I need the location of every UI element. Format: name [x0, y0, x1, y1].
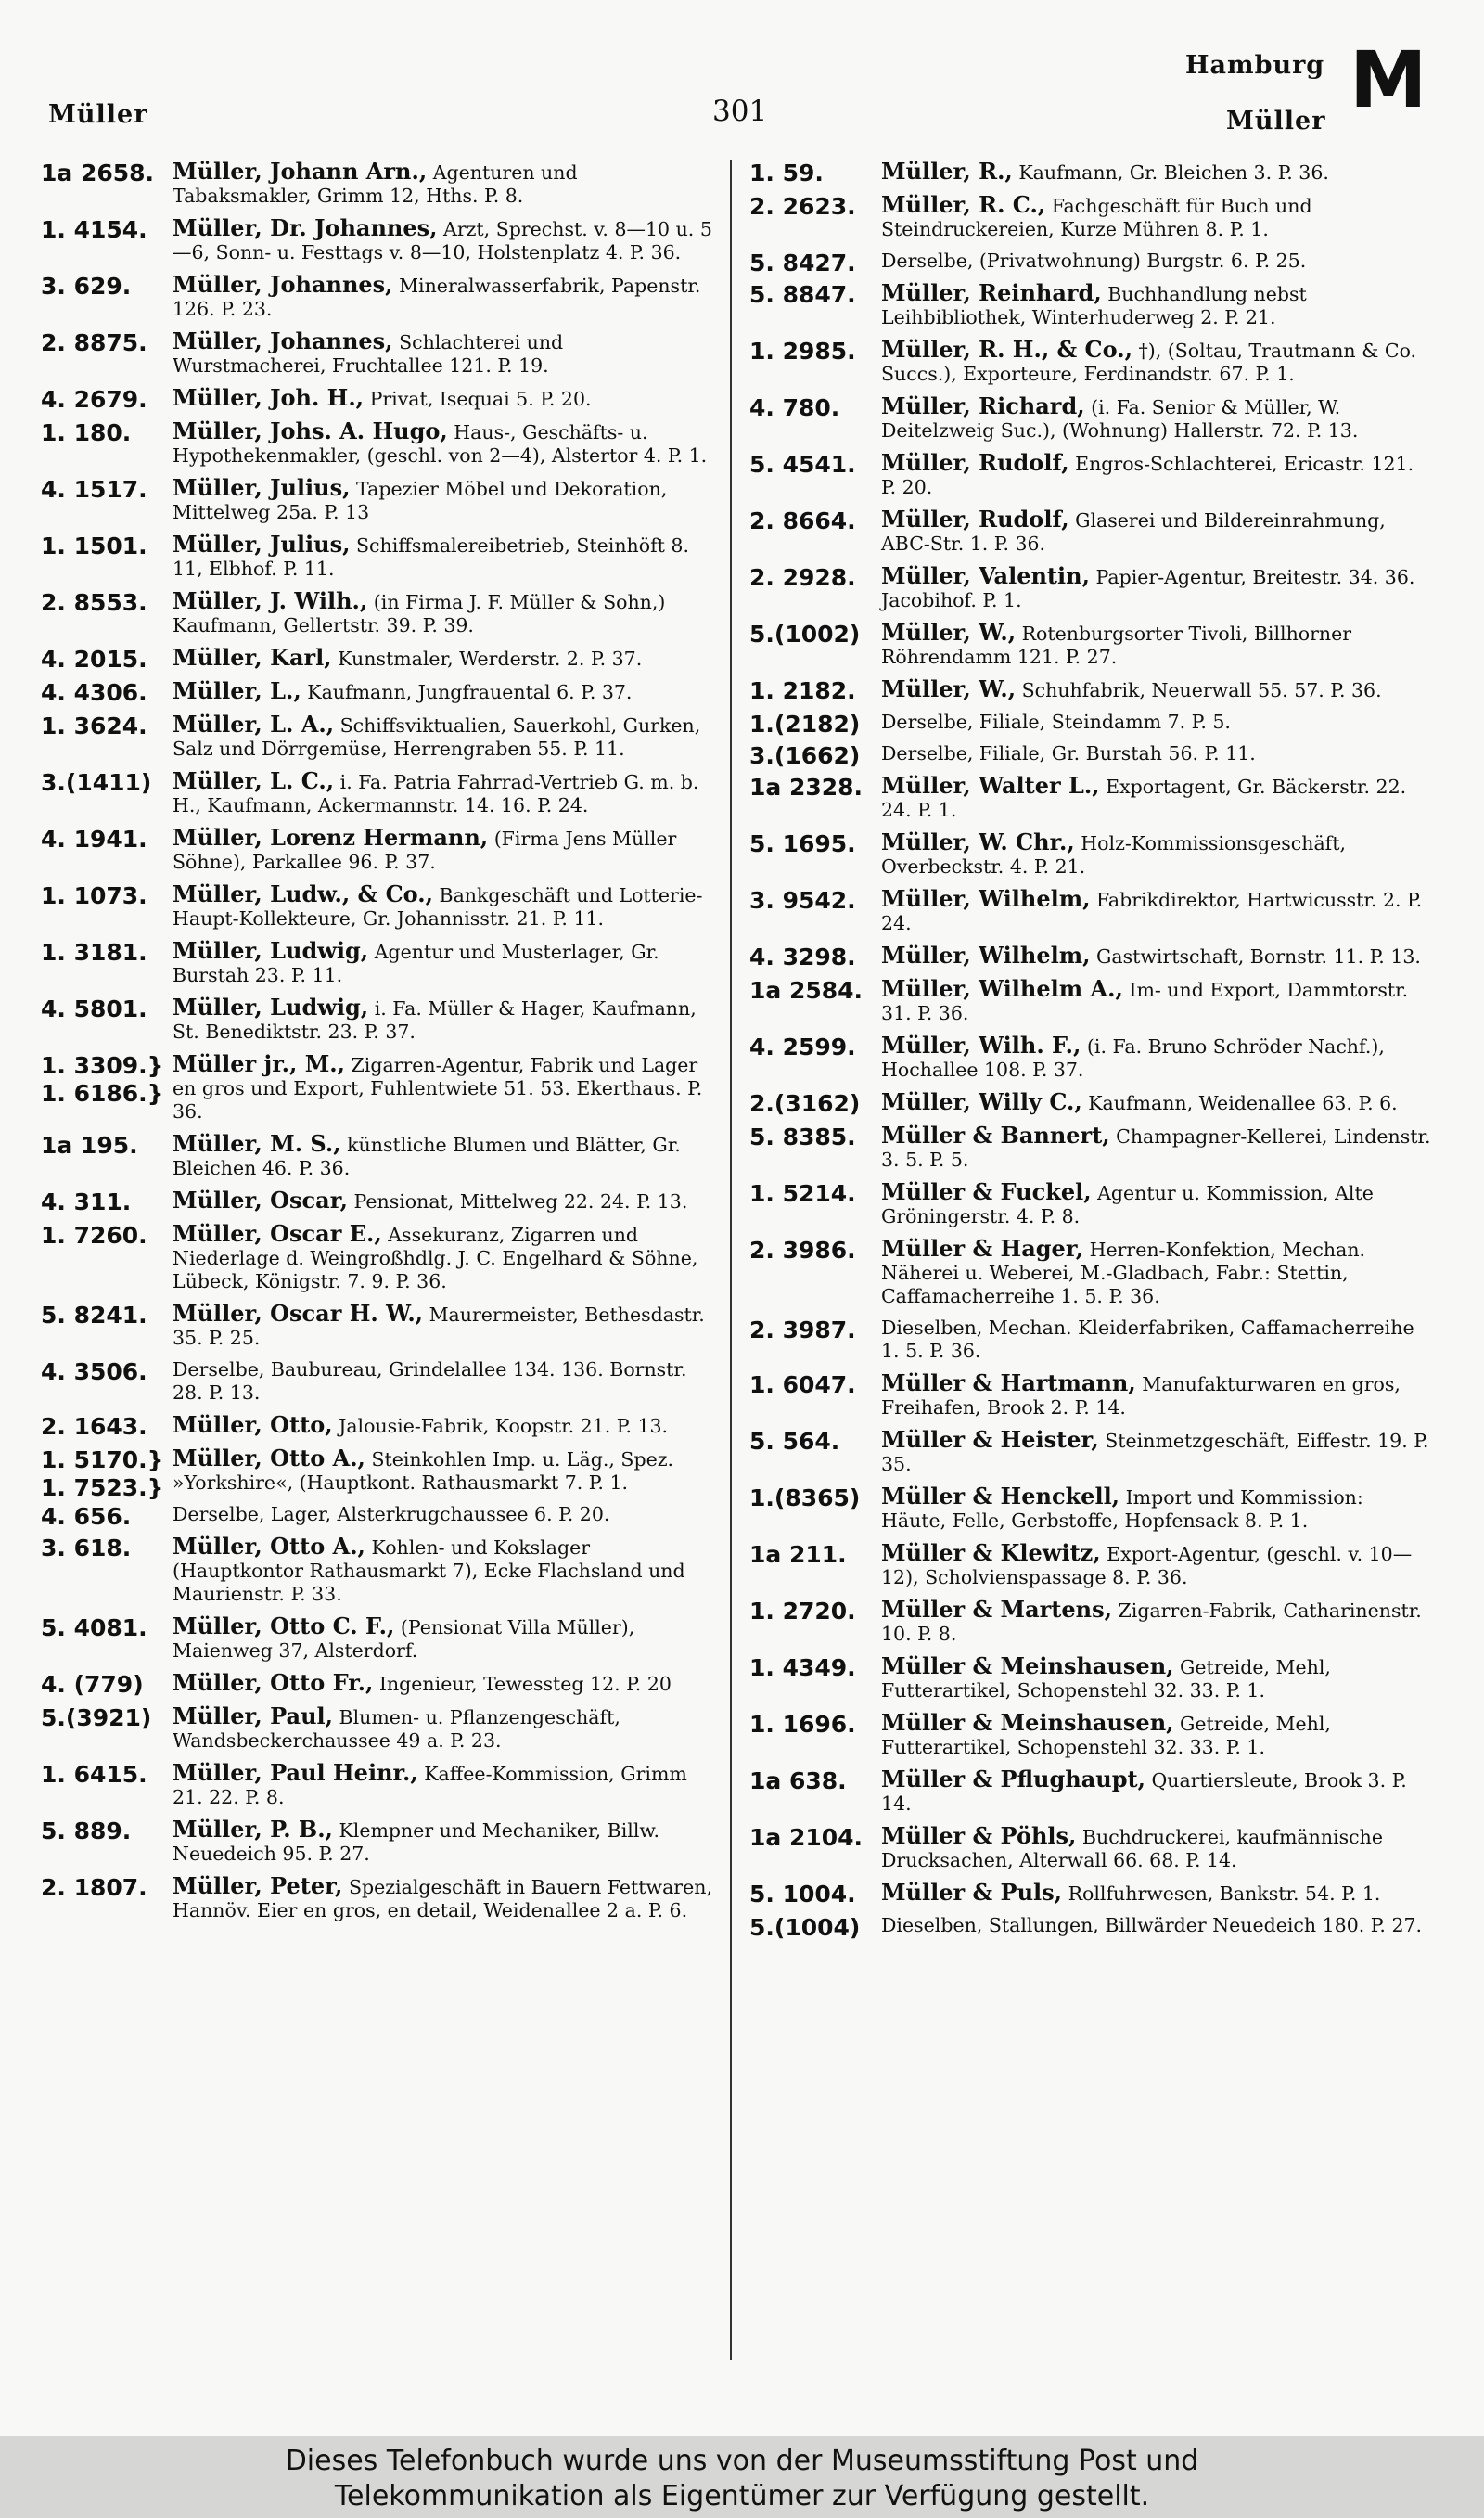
footer-line-1: Dieses Telefonbuch wurde uns von der Museumsstiftung Post und [285, 2445, 1199, 2477]
phone-number: 1. 6047. [749, 1371, 856, 1398]
subscriber-name: Müller, Wilhelm A., [881, 975, 1123, 1002]
subscriber-name: Müller, Otto A., [173, 1445, 365, 1471]
subscriber-name: Müller, W., [881, 675, 1017, 702]
subscriber-name: Müller, Karl, [173, 644, 332, 671]
phone-number: 1. 1696. [749, 1711, 856, 1738]
phone-number: 1. 2182. [749, 677, 856, 704]
entry-details: Buchdruckerei, kaufmännische Drucksachen, Alterwall 66. 68. P. 14. [881, 1826, 1383, 1871]
directory-entry [749, 1034, 1431, 1082]
entry-details: Dieselben, Stallungen, Billwärder Neuedeich 180. P. 27. [881, 1914, 1423, 1936]
entry-details: Derselbe, Filiale, Gr. Burstah 56. P. 11. [881, 742, 1256, 764]
directory-entry [41, 646, 718, 671]
directory-entry [41, 1503, 718, 1530]
entry-details: Ingenieur, Tewessteg 12. P. 20 [378, 1673, 672, 1695]
phone-number: 3.(1411) [41, 769, 152, 796]
directory-entry [749, 1317, 1431, 1363]
directory-entry [41, 882, 718, 931]
directory-entry [749, 1124, 1431, 1172]
phone-number: 1a 2104. [749, 1824, 864, 1851]
entry-details: Derselbe, (Privatwohnung) Burgstr. 6. P. 25. [881, 250, 1307, 272]
entry-details: Steinkohlen Imp. u. Läg., Spez. »Yorkshire«, (Hauptkont. Rathausmarkt 7. P. 1. [173, 1448, 674, 1494]
phone-number: 4. 3298. [749, 944, 856, 970]
header-letter: M [1350, 34, 1427, 125]
phone-number: 1. 2720. [749, 1598, 856, 1625]
entry-details: Assekuranz, Zigarren und Niederlage d. Weingroßhdlg. J. C. Engelhard & Söhne, Lübeck, Königstr. 7. 9. P. 36. [173, 1224, 698, 1292]
entry-details: Mineralwasserfabrik, Papenstr. 126. P. 23. [173, 275, 701, 320]
directory-entry [41, 1188, 718, 1214]
entry-details: Glaserei und Bildereinrahmung, ABC-Str. 1. P. 36. [881, 509, 1386, 555]
directory-entry [749, 830, 1431, 879]
directory-entry [41, 1052, 718, 1124]
phone-number: 2. 2623. [749, 193, 856, 220]
phone-number: 1.(2182) [749, 711, 861, 738]
subscriber-name: Müller, Richard, [881, 392, 1085, 419]
subscriber-name: Müller, Wilhelm, [881, 885, 1091, 912]
entry-details: künstliche Blumen und Blätter, Gr. Bleichen 46. P. 36. [173, 1134, 681, 1179]
page-number: 301 [712, 95, 768, 128]
directory-entry [41, 1818, 718, 1866]
entry-details: Papier-Agentur, Breitestr. 34. 36. Jacobihof. P. 1. [881, 566, 1415, 611]
subscriber-name: Müller & Martens, [881, 1596, 1112, 1623]
entry-details: Steinmetzgeschäft, Eiffestr. 19. P. 35. [881, 1430, 1429, 1475]
subscriber-name: Müller, Peter, [173, 1872, 343, 1899]
directory-entry [41, 1302, 718, 1350]
entry-details: Jalousie-Fabrik, Koopstr. 21. P. 13. [339, 1415, 669, 1437]
subscriber-name: Müller, Wilh. F., [881, 1032, 1081, 1059]
subscriber-name: Müller & Bannert, [881, 1122, 1110, 1149]
phone-number: 1. 5170.} 1. 7523.} [41, 1446, 164, 1501]
phone-number: 1. 6415. [41, 1761, 147, 1788]
entry-details: Derselbe, Baubureau, Grindelallee 134. 136. Bornstr. 28. P. 13. [173, 1358, 687, 1404]
entry-details: (i. Fa. Senior & Müller, W. Deitelzweig Suc.), (Wohnung) Hallerstr. 72. P. 13. [881, 396, 1359, 442]
entry-details: Agentur und Musterlager, Gr. Burstah 23. P. 11. [173, 941, 659, 986]
directory-entry [749, 1914, 1431, 1941]
phone-number: 5. 564. [749, 1428, 840, 1455]
subscriber-name: Müller, L. A., [173, 711, 335, 738]
subscriber-name: Müller & Pflughaupt, [881, 1766, 1145, 1792]
left-column [41, 160, 718, 1931]
phone-number: 1. 5214. [749, 1180, 856, 1207]
phone-number: 5.(1004) [749, 1914, 861, 1941]
phone-number: 5. 8427. [749, 250, 856, 276]
header-left-name: Müller [48, 100, 148, 129]
footer-notice [0, 2436, 1484, 2518]
entry-details: Kaffee-Kommission, Grimm 21. 22. P. 8. [173, 1763, 687, 1808]
entry-details: Fabrikdirektor, Hartwicusstr. 2. P. 24. [881, 889, 1423, 934]
entry-details: Kunstmaler, Werderstr. 2. P. 37. [338, 648, 643, 670]
subscriber-name: Müller, Walter L., [881, 772, 1100, 799]
directory-entry [41, 589, 718, 637]
directory-entry [749, 281, 1431, 329]
entry-details: Kaufmann, Weidenallee 63. P. 6. [1088, 1092, 1398, 1114]
subscriber-name: Müller, Johannes, [173, 271, 393, 298]
header-right-name: Müller [1226, 107, 1326, 135]
entry-details: Zigarren-Fabrik, Catharinenstr. 10. P. 8. [881, 1599, 1422, 1645]
directory-entry [41, 939, 718, 987]
phone-number: 1. 1073. [41, 882, 147, 909]
subscriber-name: Müller, Julius, [173, 531, 351, 558]
directory-entry [749, 1180, 1431, 1228]
directory-entry [749, 394, 1431, 443]
directory-entry [749, 1598, 1431, 1646]
subscriber-name: Müller, Johannes, [173, 328, 393, 354]
phone-number: 1. 3181. [41, 939, 147, 966]
directory-entry [749, 1541, 1431, 1589]
entry-details: Champagner-Kellerei, Lindenstr. 3. 5. P. 5. [881, 1125, 1431, 1171]
phone-number: 3.(1662) [749, 742, 861, 769]
directory-entry [41, 216, 718, 264]
phone-number: 5. 8241. [41, 1302, 147, 1329]
directory-entry [41, 1132, 718, 1180]
directory-entry [41, 713, 718, 761]
directory-entry [749, 887, 1431, 935]
phone-number: 1. 4349. [749, 1654, 856, 1681]
phone-number: 5. 1695. [749, 830, 856, 857]
directory-entry [749, 1824, 1431, 1872]
phone-number: 1a 195. [41, 1132, 138, 1159]
directory-entry [41, 273, 718, 321]
entry-details: Export-Agentur, (geschl. v. 10—12), Scholvienspassage 8. P. 36. [881, 1543, 1413, 1588]
phone-number: 2. 8553. [41, 589, 147, 616]
subscriber-name: Müller, Oscar E., [173, 1220, 382, 1247]
entry-details: Agenturen und Tabaksmakler, Grimm 12, Hths. P. 8. [173, 161, 578, 207]
subscriber-name: Müller, Dr. Johannes, [173, 214, 438, 241]
entry-details: Agentur u. Kommission, Alte Gröningerstr. 4. P. 8. [881, 1182, 1374, 1227]
directory-entry [41, 1358, 718, 1405]
subscriber-name: Müller, M. S., [173, 1130, 341, 1157]
subscriber-name: Müller, Otto Fr., [173, 1669, 374, 1696]
phone-number: 5. 8847. [749, 281, 856, 308]
subscriber-name: Müller & Fuckel, [881, 1178, 1092, 1205]
directory-entry [41, 476, 718, 524]
subscriber-name: Müller, L., [173, 677, 301, 704]
entry-details: (i. Fa. Bruno Schröder Nachf.), Hochallee 108. P. 37. [881, 1035, 1385, 1081]
directory-entry [749, 621, 1431, 669]
subscriber-name: Müller, Ludw., & Co., [173, 880, 433, 907]
directory-entry [749, 1654, 1431, 1702]
subscriber-name: Müller & Hager, [881, 1235, 1084, 1262]
entry-details: Klempner und Mechaniker, Billw. Neuedeich 95. P. 27. [173, 1819, 660, 1865]
directory-entry [41, 1222, 718, 1293]
directory-entry [41, 1671, 718, 1696]
phone-number: 2. 3986. [749, 1237, 856, 1264]
directory-entry [41, 419, 718, 468]
phone-number: 4. 3506. [41, 1358, 147, 1385]
entry-details: Pensionat, Mittelweg 22. 24. P. 13. [353, 1190, 688, 1213]
directory-entry [41, 1761, 718, 1809]
entry-details: (Firma Jens Müller Söhne), Parkallee 96. P. 37. [173, 828, 677, 873]
subscriber-name: Müller, Oscar H. W., [173, 1300, 424, 1327]
entry-details: Schuhfabrik, Neuerwall 55. 57. P. 36. [1021, 679, 1382, 701]
directory-entry [749, 711, 1431, 738]
directory-entry [749, 1237, 1431, 1308]
directory-entry [749, 564, 1431, 612]
entry-details: Derselbe, Lager, Alsterkrugchaussee 6. P. 20. [173, 1503, 610, 1525]
directory-entry [749, 1767, 1431, 1816]
phone-number: 1a 638. [749, 1767, 847, 1794]
entry-details: i. Fa. Müller & Hager, Kaufmann, St. Benediktstr. 23. P. 37. [173, 997, 697, 1043]
entry-details: Rollfuhrwesen, Bankstr. 54. P. 1. [1068, 1882, 1381, 1905]
entry-details: (in Firma J. F. Müller & Sohn,) Kaufmann, Gellertstr. 39. P. 39. [173, 591, 666, 636]
entry-details: Getreide, Mehl, Futterartikel, Schopenstehl 32. 33. P. 1. [881, 1656, 1331, 1702]
directory-entry [749, 742, 1431, 769]
subscriber-name: Müller, R. C., [881, 191, 1046, 218]
phone-number: 4. 5801. [41, 996, 147, 1022]
phone-number: 1. 59. [749, 160, 824, 186]
subscriber-name: Müller, Johann Arn., [173, 158, 428, 185]
subscriber-name: Müller, Otto, [173, 1411, 333, 1438]
subscriber-name: Müller & Meinshausen, [881, 1709, 1174, 1736]
phone-number: 1a 2658. [41, 160, 155, 186]
phone-number: 4. 780. [749, 394, 840, 421]
entry-details: (Pensionat Villa Müller), Maienweg 37, Alsterdorf. [173, 1616, 635, 1662]
subscriber-name: Müller, Ludwig, [173, 994, 369, 1021]
directory-entry [41, 1704, 718, 1753]
directory-entry [41, 1445, 718, 1501]
entry-details: Manufakturwaren en gros, Freihafen, Brook 2. P. 14. [881, 1373, 1401, 1419]
entry-details: Exportagent, Gr. Bäckerstr. 22. 24. P. 1. [881, 776, 1407, 821]
subscriber-name: Müller, W., [881, 619, 1017, 646]
entry-details: Schiffsviktualien, Sauerkohl, Gurken, Salz und Dörrgemüse, Herrengraben 55. P. 11. [173, 714, 701, 760]
directory-entry [749, 1881, 1431, 1906]
phone-number: 2. 1807. [41, 1874, 147, 1901]
directory-entry [41, 1535, 718, 1606]
header-city: Hamburg [1185, 51, 1325, 80]
phone-number: 1a 2328. [749, 774, 864, 801]
phone-number: 4. 1517. [41, 476, 147, 503]
entry-details: Kohlen- und Kokslager (Hauptkontor Rathausmarkt 7), Ecke Flachsland und Maurienstr. P. 33. [173, 1536, 685, 1605]
phone-number: 3. 618. [41, 1535, 132, 1561]
directory-entry [41, 386, 718, 411]
subscriber-name: Müller, Paul, [173, 1702, 334, 1729]
phone-number: 5. 1004. [749, 1881, 856, 1908]
phone-number: 3. 629. [41, 273, 132, 300]
entry-details: †), (Soltau, Trautmann & Co. Succs.), Exporteure, Ferdinandstr. 67. P. 1. [881, 340, 1417, 385]
directory-entry [41, 1874, 718, 1922]
subscriber-name: Müller & Heister, [881, 1426, 1099, 1453]
directory-entry [41, 1413, 718, 1438]
directory-entry [749, 944, 1431, 969]
subscriber-name: Müller, Rudolf, [881, 506, 1069, 533]
phone-number: 1. 3309.} 1. 6186.} [41, 1052, 164, 1107]
directory-entry [749, 1428, 1431, 1476]
phone-number: 1. 2985. [749, 338, 856, 365]
directory-entry [749, 250, 1431, 276]
subscriber-name: Müller, Reinhard, [881, 279, 1102, 306]
subscriber-name: Müller jr., M., [173, 1050, 345, 1077]
entry-details: Schlachterei und Wurstmacherei, Fruchtallee 121. P. 19. [173, 331, 564, 377]
entry-details: Engros-Schlachterei, Ericastr. 121. P. 20. [881, 453, 1414, 498]
directory-entry [749, 451, 1431, 499]
phone-number: 1. 7260. [41, 1222, 147, 1249]
entry-details: Zigarren-Agentur, Fabrik und Lager en gros und Export, Fuhlentwiete 51. 53. Ekerthaus. P. 36. [173, 1054, 703, 1123]
entry-details: Kaufmann, Gr. Bleichen 3. P. 36. [1018, 161, 1329, 184]
column-divider [730, 160, 732, 2360]
entry-details: Quartiersleute, Brook 3. P. 14. [881, 1769, 1407, 1815]
phone-number: 1. 3624. [41, 713, 147, 739]
phone-number: 5. 889. [41, 1818, 132, 1844]
subscriber-name: Müller, R. H., & Co., [881, 336, 1132, 363]
directory-entry [41, 1614, 718, 1663]
entry-details: Buchhandlung nebst Leihbibliothek, Winterhuderweg 2. P. 21. [881, 283, 1307, 328]
entry-details: Bankgeschäft und Lotterie-Haupt-Kollekteure, Gr. Johannisstr. 21. P. 11. [173, 884, 703, 930]
subscriber-name: Müller, P. B., [173, 1816, 333, 1843]
phone-number: 4. 2679. [41, 386, 147, 413]
subscriber-name: Müller, R., [881, 158, 1013, 185]
phone-number: 1.(8365) [749, 1484, 861, 1511]
subscriber-name: Müller & Pöhls, [881, 1822, 1077, 1849]
subscriber-name: Müller, Lorenz Hermann, [173, 824, 489, 851]
directory-entry [41, 769, 718, 817]
phone-number: 4. (779) [41, 1671, 144, 1698]
subscriber-name: Müller & Meinshausen, [881, 1652, 1174, 1679]
phone-number: 4. 4306. [41, 679, 147, 706]
entry-details: Maurermeister, Bethesdastr. 35. P. 25. [173, 1304, 705, 1349]
directory-entry [749, 1371, 1431, 1420]
phone-number: 1. 4154. [41, 216, 147, 243]
entry-details: Holz-Kommissionsgeschäft, Overbeckstr. 4. P. 21. [881, 832, 1347, 878]
entry-details: i. Fa. Patria Fahrrad-Vertrieb G. m. b. H., Kaufmann, Ackermannstr. 14. 16. P. 24. [173, 771, 699, 816]
entry-details: Privat, Isequai 5. P. 20. [369, 388, 592, 410]
directory-entry [749, 338, 1431, 386]
subscriber-name: Müller, Joh. H., [173, 384, 365, 411]
phone-number: 1. 180. [41, 419, 132, 446]
subscriber-name: Müller, Paul Heinr., [173, 1759, 418, 1786]
subscriber-name: Müller, Wilhelm, [881, 942, 1091, 969]
subscriber-name: Müller & Puls, [881, 1879, 1063, 1906]
entry-details: Dieselben, Mechan. Kleiderfabriken, Caffamacherreihe 1. 5. P. 36. [881, 1317, 1414, 1362]
right-column [749, 160, 1431, 1946]
phone-number: 4. 2599. [749, 1034, 856, 1060]
directory-entry [41, 533, 718, 581]
phone-number: 5. 4541. [749, 451, 856, 478]
phone-number: 5. 4081. [41, 1614, 147, 1641]
phone-number: 1. 1501. [41, 533, 147, 559]
entry-details: Spezialgeschäft in Bauern Fettwaren, Hannöv. Eier en gros, en detail, Weidenallee 2 a. P. 6. [173, 1876, 712, 1921]
phone-number: 2. 1643. [41, 1413, 147, 1440]
subscriber-name: Müller, Oscar, [173, 1187, 348, 1214]
entry-details: Blumen- u. Pflanzengeschäft, Wandsbeckerchaussee 49 a. P. 23. [173, 1706, 620, 1752]
phone-number: 5.(1002) [749, 621, 861, 648]
subscriber-name: Müller, J. Wilh., [173, 587, 368, 614]
entry-details: Fachgeschäft für Buch und Steindruckereien, Kurze Mühren 8. P. 1. [881, 195, 1312, 240]
entry-details: Herren-Konfektion, Mechan. Näherei u. Weberei, M.-Gladbach, Fabr.: Stettin, Caffamacherreihe 1. 5. P. 36. [881, 1239, 1366, 1307]
entry-details: Gastwirtschaft, Bornstr. 11. P. 13. [1096, 945, 1421, 968]
phone-number: 4. 2015. [41, 646, 147, 673]
phone-number: 2.(3162) [749, 1090, 861, 1117]
directory-entry [749, 677, 1431, 702]
subscriber-name: Müller & Henckell, [881, 1483, 1120, 1510]
phone-number: 5.(3921) [41, 1704, 152, 1731]
entry-details: Tapezier Möbel und Dekoration, Mittelweg 25a. P. 13 [173, 478, 668, 523]
phone-number: 1a 211. [749, 1541, 847, 1568]
entry-details: Import und Kommission: Häute, Felle, Gerbstoffe, Hopfensack 8. P. 1. [881, 1486, 1363, 1532]
subscriber-name: Müller, Ludwig, [173, 937, 369, 964]
phone-number: 2. 3987. [749, 1317, 856, 1343]
subscriber-name: Müller, Otto C. F., [173, 1612, 395, 1639]
directory-entry [749, 507, 1431, 556]
subscriber-name: Müller, Valentin, [881, 562, 1090, 589]
directory-entry [749, 160, 1431, 185]
directory-entry [41, 329, 718, 378]
entry-details: Im- und Export, Dammtorstr. 31. P. 36. [881, 979, 1409, 1024]
footer-line-2: Telekommunikation als Eigentümer zur Verfügung gestellt. [334, 2480, 1150, 2512]
subscriber-name: Müller & Klewitz, [881, 1539, 1101, 1566]
subscriber-name: Müller, W. Chr., [881, 829, 1075, 855]
directory-entry [749, 977, 1431, 1025]
phone-number: 2. 8664. [749, 507, 856, 534]
directory-entry [749, 774, 1431, 822]
subscriber-name: Müller, L. C., [173, 767, 335, 794]
directory-entry [749, 193, 1431, 241]
entry-details: Schiffsmalereibetrieb, Steinhöft 8. 11, Elbhof. P. 11. [173, 534, 689, 580]
phone-number: 4. 1941. [41, 826, 147, 853]
entry-details: Haus-, Geschäfts- u. Hypothekenmakler, (geschl. von 2—4), Alstertor 4. P. 1. [173, 421, 708, 467]
phone-number: 2. 2928. [749, 564, 856, 591]
directory-entry [749, 1484, 1431, 1533]
subscriber-name: Müller, Johs. A. Hugo, [173, 418, 448, 444]
directory-entry [749, 1711, 1431, 1759]
phone-number: 3. 9542. [749, 887, 856, 914]
entry-details: Derselbe, Filiale, Steindamm 7. P. 5. [881, 711, 1231, 733]
subscriber-name: Müller, Otto A., [173, 1533, 365, 1560]
subscriber-name: Müller, Julius, [173, 474, 351, 501]
phone-number: 2. 8875. [41, 329, 147, 356]
phone-number: 5. 8385. [749, 1124, 856, 1150]
subscriber-name: Müller & Hartmann, [881, 1369, 1136, 1396]
entry-details: Rotenburgsorter Tivoli, Billhorner Röhrendamm 121. P. 27. [881, 623, 1352, 668]
directory-entry [41, 679, 718, 704]
entry-details: Kaufmann, Jungfrauental 6. P. 37. [307, 681, 633, 703]
entry-details: Getreide, Mehl, Futterartikel, Schopenstehl 32. 33. P. 1. [881, 1713, 1331, 1758]
directory-entry [41, 160, 718, 208]
phone-number: 4. 311. [41, 1188, 132, 1215]
directory-entry [41, 996, 718, 1044]
entry-details: Arzt, Sprechst. v. 8—10 u. 5—6, Sonn- u. Festtags v. 8—10, Holstenplatz 4. P. 36. [173, 218, 712, 263]
subscriber-name: Müller, Willy C., [881, 1088, 1082, 1115]
directory-entry [749, 1090, 1431, 1115]
phone-number: 4. 656. [41, 1503, 132, 1530]
subscriber-name: Müller, Rudolf, [881, 449, 1069, 476]
directory-entry [41, 826, 718, 874]
phone-number: 1a 2584. [749, 977, 864, 1004]
